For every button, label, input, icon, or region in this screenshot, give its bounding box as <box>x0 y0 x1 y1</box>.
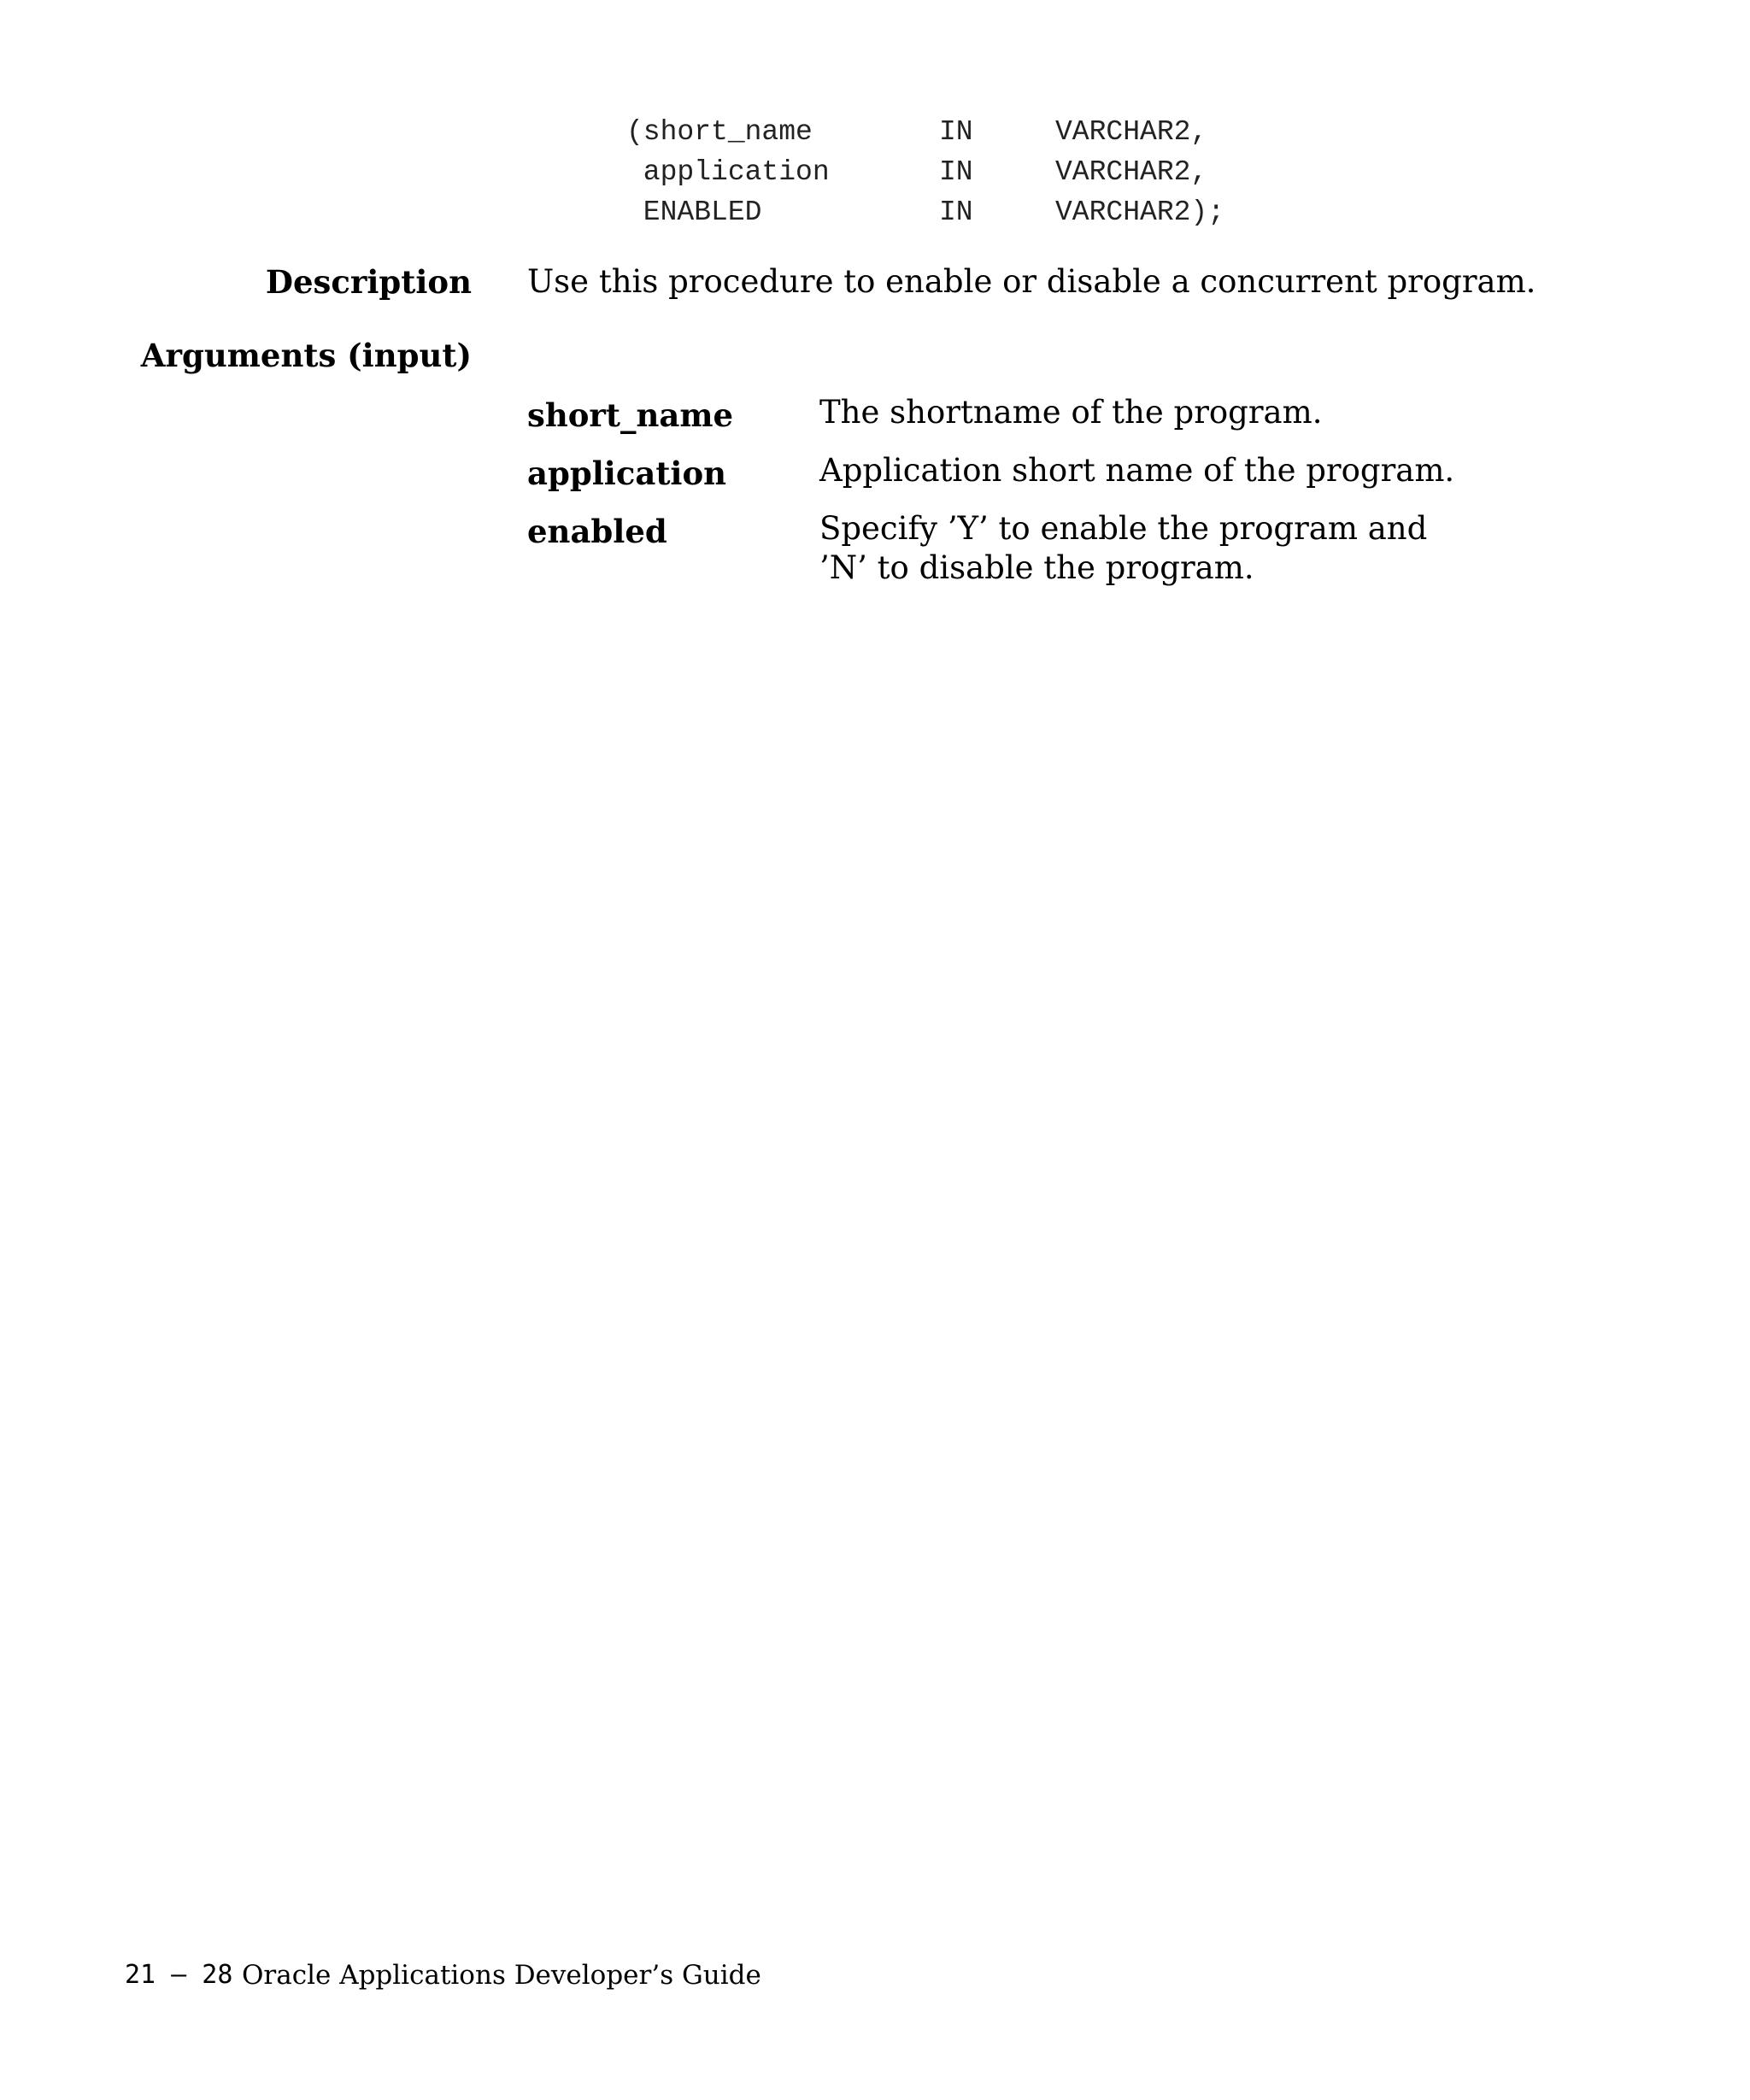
code-line <box>626 192 1224 232</box>
argument-name: short_name <box>527 396 734 434</box>
param-name: (short_name <box>626 116 813 148</box>
page-number: 21 – 28 <box>125 1960 233 1990</box>
argument-row <box>527 509 1510 588</box>
code-line <box>626 112 1224 152</box>
param-type: VARCHAR2, <box>1055 156 1208 188</box>
book-title: Oracle Applications Developer’s Guide <box>242 1960 761 1991</box>
description-heading: Description <box>265 263 472 301</box>
argument-description: Specify ’Y’ to enable the program and ’N’ to disable the program. <box>819 510 1428 586</box>
code-block <box>626 112 1224 232</box>
param-mode: IN <box>939 116 973 148</box>
argument-description: The shortname of the program. <box>819 394 1323 431</box>
code-line <box>626 152 1224 192</box>
param-type: VARCHAR2, <box>1055 116 1208 148</box>
description-text: Use this procedure to enable or disable a concurrent program. <box>527 263 1536 300</box>
argument-row <box>527 451 1510 492</box>
arguments-heading: Arguments (input) <box>140 337 472 374</box>
argument-description: Application short name of the program. <box>819 452 1455 489</box>
param-name: ENABLED <box>626 197 762 228</box>
param-mode: IN <box>939 197 973 228</box>
argument-row <box>527 393 1510 434</box>
param-type: VARCHAR2); <box>1055 197 1225 228</box>
page-footer <box>125 1960 761 1991</box>
argument-name: enabled <box>527 513 667 550</box>
param-name: application <box>626 156 830 188</box>
param-mode: IN <box>939 156 973 188</box>
argument-name: application <box>527 455 727 492</box>
